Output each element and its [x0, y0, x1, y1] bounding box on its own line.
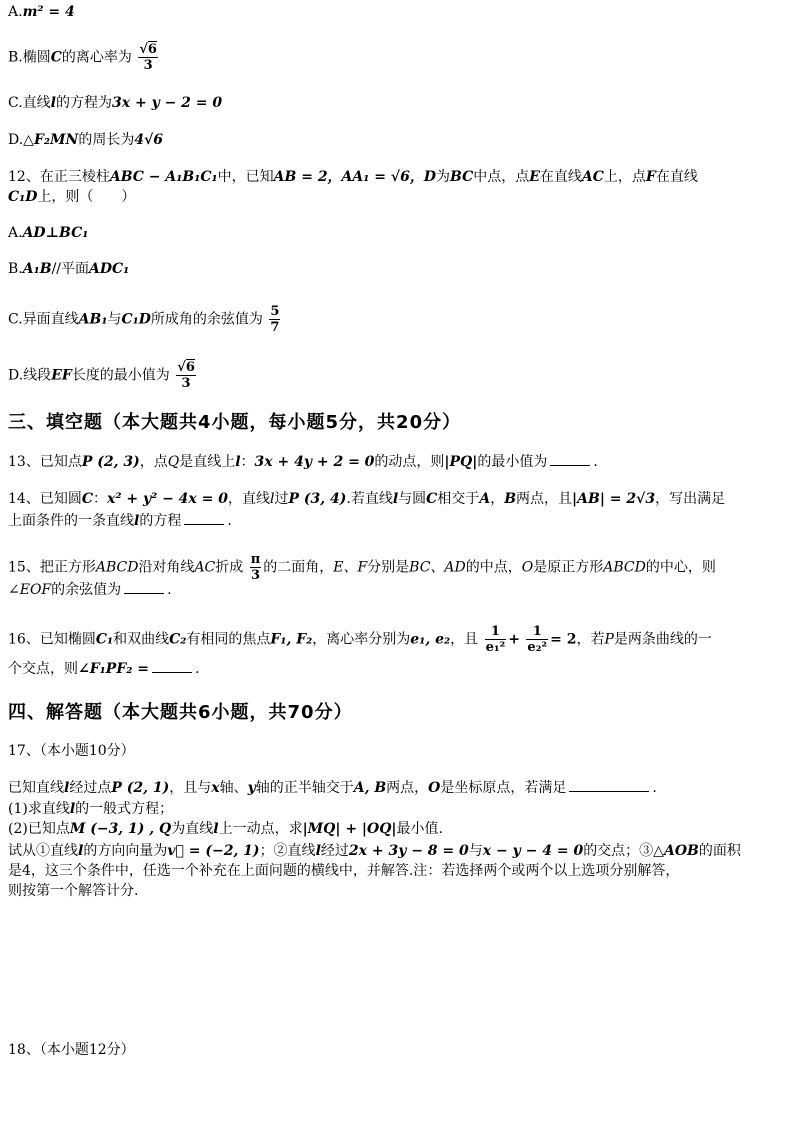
q15-line1: 15、把正方形ABCD沿对角线AC折成 $\frac{\pi}{3}$ 的二面角，E、F分别是BC、AD的中点，O是原正方形ABCD的中心，则	[8, 552, 716, 583]
answer-blank[interactable]	[152, 660, 192, 673]
q14-line2: 上面条件的一条直线l的方程 .	[8, 513, 232, 529]
q17-conditions-line2: 是4，这三个条件中，任选一个补充在上面问题的横线中，并解答.注：若选择两个或两个以上选项分别解答，	[8, 863, 680, 879]
q17-conditions-line3: 则按第一个解答计分.	[8, 883, 139, 899]
q16-line1: 16、已知椭圆C₁和双曲线C₂有相同的焦点F₁, F₂，离心率分别为e₁, e₂，且 $\frac{1}{\text{e₁²}}$ + $\frac{1}{\text{e₂²}}$ = 2，若P是两条曲线的一	[8, 624, 712, 655]
q12-stem-line1: 12、在正三棱柱ABC − A₁B₁C₁中，已知AB = 2，AA₁ = √6，D为BC中点，点E在直线AC上，点F在直线	[8, 169, 698, 185]
fraction-5-over-7: $\frac{5}{7}$	[270, 304, 280, 335]
q11-option-a: A.m² = 4	[8, 4, 75, 20]
q11-option-b: B.椭圆C的离心率为 $\frac{√6}{3}$	[8, 42, 157, 73]
q12-option-b: B.A₁B//平面ADC₁	[8, 261, 130, 277]
answer-blank[interactable]	[569, 779, 649, 792]
q12-option-a: A.AD⊥BC₁	[8, 225, 89, 241]
fraction-1-over-e1-squared: $\frac{1}{\text{e₁²}}$	[485, 624, 506, 655]
section-heading-fill-in: 三、填空题（本大题共4小题，每小题5分，共20分）	[8, 412, 462, 433]
q17-stem: 已知直线l经过点P (2, 1)，且与x轴、y轴的正半轴交于A, B两点，O是坐标原点，若满足 .	[8, 780, 657, 796]
q17-conditions-line1: 试从①直线l的方向向量为v⃗ = (−2, 1)；②直线l经过2x + 3y − 8 = 0与x − y − 4 = 0的交点；③△AOB的面积	[8, 843, 741, 859]
answer-blank[interactable]	[184, 512, 224, 525]
q17-part2: (2)已知点M (−3, 1) , Q为直线l上一动点，求|MQ| + |OQ|最小值.	[8, 821, 443, 837]
q12-stem-line2: C₁D上，则（ ）	[8, 189, 136, 205]
answer-blank[interactable]	[550, 453, 590, 466]
q18-heading: 18、（本小题12分）	[8, 1042, 135, 1058]
q14-line1: 14、已知圆C：x² + y² − 4x = 0，直线l过P (3, 4).若直线l与圆C相交于A，B两点，且|AB| = 2√3，写出满足	[8, 491, 726, 507]
q17-heading: 17、（本小题10分）	[8, 743, 135, 759]
q11-option-c: C.直线l的方程为3x + y − 2 = 0	[8, 95, 223, 111]
fraction-pi-over-3: $\frac{\pi}{3}$	[250, 552, 261, 583]
q12-option-c: C.异面直线AB₁与C₁D所成角的余弦值为 $\frac{5}{7}$	[8, 304, 280, 335]
fraction-1-over-e2-squared: $\frac{1}{\text{e₂²}}$	[527, 624, 548, 655]
answer-blank[interactable]	[124, 581, 164, 594]
q12-option-d: D.线段EF长度的最小值为 $\frac{√6}{3}$	[8, 360, 195, 391]
q17-part1: (1)求直线l的一般式方程；	[8, 801, 174, 817]
q16-line2: 个交点，则∠F₁PF₂ = .	[8, 661, 200, 677]
q13: 13、已知点P (2, 3)，点Q是直线上l：3x + 4y + 2 = 0的动点，则|PQ|的最小值为 .	[8, 454, 598, 470]
fraction-sqrt6-over-3: $\frac{√6}{3}$	[177, 360, 195, 391]
fraction-sqrt6-over-3: $\frac{√6}{3}$	[139, 42, 157, 73]
q11-option-d: D.△F₂MN的周长为4√6	[8, 132, 164, 148]
q15-line2: ∠EOF的余弦值为 .	[8, 582, 172, 598]
section-heading-solutions: 四、解答题（本大题共6小题，共70分）	[8, 702, 353, 723]
